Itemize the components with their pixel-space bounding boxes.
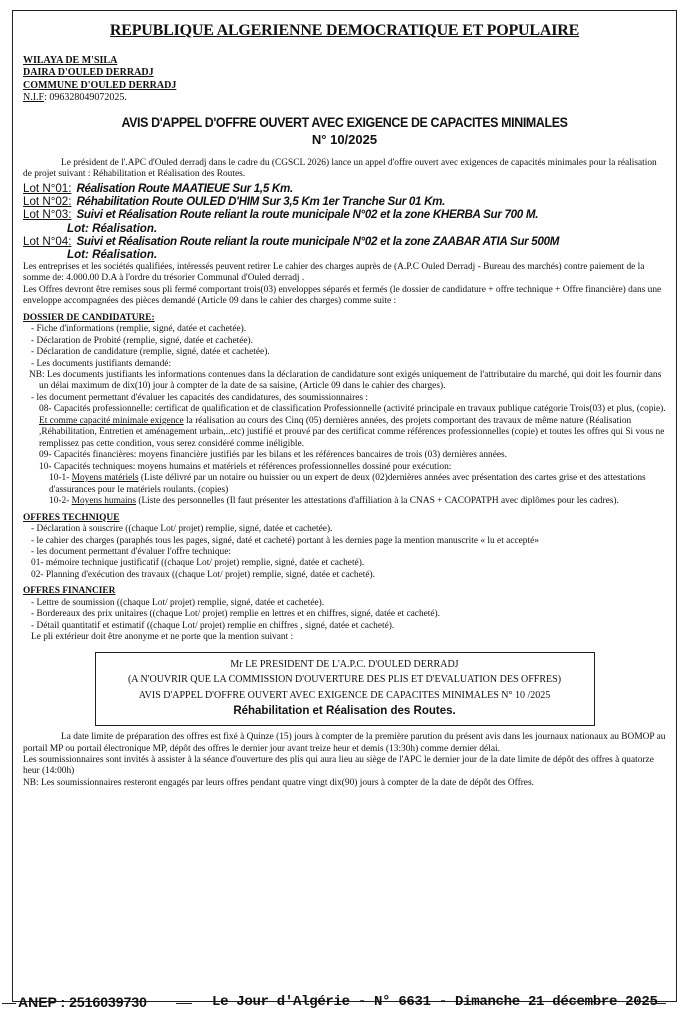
anep-reference: ANEP : 2516039730 xyxy=(18,994,147,1010)
lot-item xyxy=(23,208,666,221)
lot-value: Suivi et Réalisation Route reliant la route municipale N°02 et la zone ZAABAR ATIA Sur 500M xyxy=(76,235,560,249)
wilaya: WILAYA DE M'SILA xyxy=(23,54,118,66)
closing-nb: NB: Les soumissionnaires resteront engagés par leurs offres pendant quatre vingt dix(90) jours à compter de la date de dépôt des Offres. xyxy=(23,777,534,788)
intro-paragraph: Le président de l'.APC d'Ouled derradj dans le cadre du (CGSCL 2026) lance un appel d'offre ouvert avec exigences de capacités minimales pour la réalisation de projet suivant : Réhabilitation et Réalisation des Routes. xyxy=(23,157,657,180)
footer-rule-middle xyxy=(176,1003,192,1004)
lot-value: Réalisation Route MAATIEUE Sur 1,5 Km. xyxy=(76,181,293,195)
lot-key: Lot N°04: xyxy=(23,235,72,249)
commune: COMMUNE D'OULED DERRADJ xyxy=(23,79,177,91)
capacite-08 xyxy=(23,404,666,450)
notice-frame xyxy=(12,10,677,1002)
capacite-10: 10- Capacités techniques: moyens humains et matériels et références professionnelles dossiné pour exécution: xyxy=(39,461,452,472)
lot-item xyxy=(23,235,666,248)
nif-label: N.I.F xyxy=(23,92,45,104)
daira: DAIRA D'OULED DERRADJ xyxy=(23,67,154,79)
capacite-08-a: 08- Capacités professionnelle: certificat de qualification et de classification Professionnelle (activité principale en travaux publique catégorie Trois(03) et plus, (copie). xyxy=(39,404,666,415)
lots-list xyxy=(23,182,666,262)
closing-invitation: Les soumissionnaires sont invités à assister à la séance d'ouverture des plis qui aura lieu au siège de l'APC le dernier jour de la date limite de dépôt des offres à quatorze heur (14:00h) xyxy=(23,755,654,777)
capacite-10-2-text: (Liste des personnelles (Il faut présenter les attestations d'affiliation à la CNAS + CACOPATPH avec diplômes pour les cadres). xyxy=(138,496,619,507)
technique-item: - le cahier des charges (paraphés tous les pages, signé, daté et cacheté) portant à les dernies page la mention manuscrite « lu et accepté» xyxy=(31,535,539,546)
capacite-09: 09- Capacités financières: moyens financière justifiés par les bilans et les références bancaires de trois (03) dernières années. xyxy=(39,450,508,461)
avis-number: N° 10/2025 xyxy=(311,131,378,147)
journal-reference: Le Jour d'Algérie - N° 6631 - Dimanche 21 décembre 2025 xyxy=(212,994,658,1010)
box-line-2: (A N'OUVRIR QUE LA COMMISSION D'OUVERTURE DES PLIS ET D'EVALUATION DES OFFRES) xyxy=(127,674,562,686)
lot-key: Lot N°01: xyxy=(23,181,72,195)
technique-item: 01- mémoire technique justificatif ((chaque Lot/ projet) remplie, signé, datée et cacheté). xyxy=(31,558,365,569)
nif-value: : 096328049072025. xyxy=(44,92,127,104)
financier-item: - Bordereaux des prix unitaires ((chaque Lot/ projet) remplie en lettres et en chiffres, signé, datée et cacheté). xyxy=(31,609,441,620)
capacite-10-2-label: Moyens humains xyxy=(71,496,136,507)
candidature-item: - Déclaration de Probité (remplie, signé, datée et cachetée). xyxy=(31,335,254,346)
lot-key: Lot N°03: xyxy=(23,208,72,222)
technique-title: OFFRES TECHNIQUE xyxy=(23,512,120,523)
capacite-10-2: 10-2- Moyens humains (Liste des personnelles (Il faut présenter les attestations d'affiliation à la CNAS + CACOPATPH avec diplômes pour les cadres). xyxy=(49,496,619,507)
capacite-10-1-text: (Liste délivré par un notaire ou huissier ou un expert de deux (02)dernières années avec présentation des cartes grise et des attestations d'assurances pour le matériels roulants. (copies) xyxy=(49,473,646,495)
capacite-10-1: 10-1- Moyens matériels (Liste délivré par un notaire ou huissier ou un expert de deux (02)dernières années avec présentation des cartes grise et des attestations d'assurances pour le matériels roulants. (copies) xyxy=(49,473,646,495)
candidature-item: - Fiche d'informations (remplie, signé, datée et cachetée). xyxy=(31,324,247,335)
offres-paragraph: Les Offres devront être remises sous pli fermé comportant trois(03) enveloppes séparés et fermés (le dossier de candidature + offre technique + Offre financière) dans une enveloppe accompagnées des pièces demandé (Article 09 dans le cahier des charges) comme suite : xyxy=(23,284,662,307)
lot-value: Réhabilitation Route OULED D'HIM Sur 3,5 Km 1er Tranche Sur 01 Km. xyxy=(76,195,446,209)
capacite-08-b: la réalisation au cours des Cinq (05) dernières années, des projets comportant des travaux de même nature (Réalisation ,Réhabilitation, Entretien et aménagement urbain,..etc) justifié et prouvé par des certificat comme références professionnelles (copie) et toutes les offres qui Si vous ne remplissez pas cette condition, vous serez considéré comme inéligible. xyxy=(39,415,665,449)
lot-key: Lot N°02: xyxy=(23,195,72,209)
lot-item xyxy=(23,182,666,195)
lot-sub: Lot: Réalisation. xyxy=(67,248,158,262)
financier-item: - Détail quantitatif et estimatif ((chaque Lot/ projet) remplie en chiffres , signé, datée et cacheté). xyxy=(31,620,395,631)
notice-content xyxy=(23,19,666,993)
financier-item: - Lettre de soumission ((chaque Lot/ projet) remplie, signé, datée et cachetée). xyxy=(31,597,325,608)
technique-item: 02- Planning d'exécution des travaux ((chaque Lot/ projet) remplie, signé, datée et cacheté). xyxy=(31,569,376,580)
footer xyxy=(0,994,689,1014)
box-line-4: Réhabilitation et Réalisation des Routes. xyxy=(233,705,456,718)
footer-rule-right xyxy=(652,1003,666,1004)
lot-value: Suivi et Réalisation Route reliant la route municipale N°02 et la zone KHERBA Sur 700 M. xyxy=(76,208,539,222)
lot-item xyxy=(23,195,666,208)
pli-mention: Le pli extérieur doit être anonyme et ne porte que la mention suivant : xyxy=(31,632,294,643)
capacite-08-underline: Et comme capacité minimale exigence xyxy=(39,415,184,426)
technique-item: - les document permettant d'évaluer l'offre technique: xyxy=(31,547,232,557)
candidature-item: - Déclaration de candidature (remplie, signé, datée et cachetée). xyxy=(31,347,270,358)
lot-sub: Lot: Réalisation. xyxy=(67,221,158,235)
envelope-mention-box xyxy=(95,652,595,726)
financier-title: OFFRES FINANCIER xyxy=(23,586,116,597)
retrait-paragraph: Les entreprises et les sociétés qualifiées, intéressés peuvent retirer Le cahier des charges auprès de (A.P.C Ouled Derradj - Bureau des marchés) contre paiement de la somme de: 4.000.00 D.A à l'ordre du trésorier Communal d'Ouled derradj . xyxy=(23,261,645,284)
avis-title: AVIS D'APPEL D'OFFRE OUVERT AVEC EXIGENCE DE CAPACITES MINIMALES xyxy=(121,114,568,130)
footer-rule-left xyxy=(2,1003,16,1004)
box-line-1: Mr LE PRESIDENT DE L'A.P.C. D'OULED DERRADJ xyxy=(230,658,459,670)
technique-item: - Déclaration à souscrire ((chaque Lot/ projet) remplie, signé, datée et cachetée). xyxy=(31,524,333,535)
nif-line xyxy=(23,92,666,105)
capacites-intro: - les document permettant d'évaluer les capacités des candidatures, des soumissionnaires : xyxy=(31,392,368,403)
closing-deadline: La date limite de préparation des offres est fixé à Quinze (15) jours à compter de la première parution du présent avis dans les journaux nationaux au BOMOP au portail MP ou portail électronique MP, dépôt des offres le dernier jour avant treize heur et demis (13:30h) comme dernier délai. xyxy=(23,732,666,754)
box-line-3: AVIS D'APPEL D'OFFRE OUVERT AVEC EXIGENCE DE CAPACITES MINIMALES N° 10 /2025 xyxy=(138,689,551,701)
candidature-title: DOSSIER DE CANDIDATURE: xyxy=(23,312,155,323)
candidature-nb: NB: Les documents justifiants les informations contenues dans la déclaration de candidature sont exigés uniquement de l'attributaire du marché, qui doit les fournir dans un délai maximum de dix(10) jour à compter de la date de sa saisine, (Article 09 dans le cahier des charges). xyxy=(29,369,662,392)
candidature-item: - Les documents justifiants demandé: xyxy=(31,358,172,369)
capacite-10-1-label: Moyens matériels xyxy=(71,473,139,484)
republic-title: REPUBLIQUE ALGERIENNE DEMOCRATIQUE ET POPULAIRE xyxy=(109,22,580,39)
administration-block xyxy=(23,55,666,105)
